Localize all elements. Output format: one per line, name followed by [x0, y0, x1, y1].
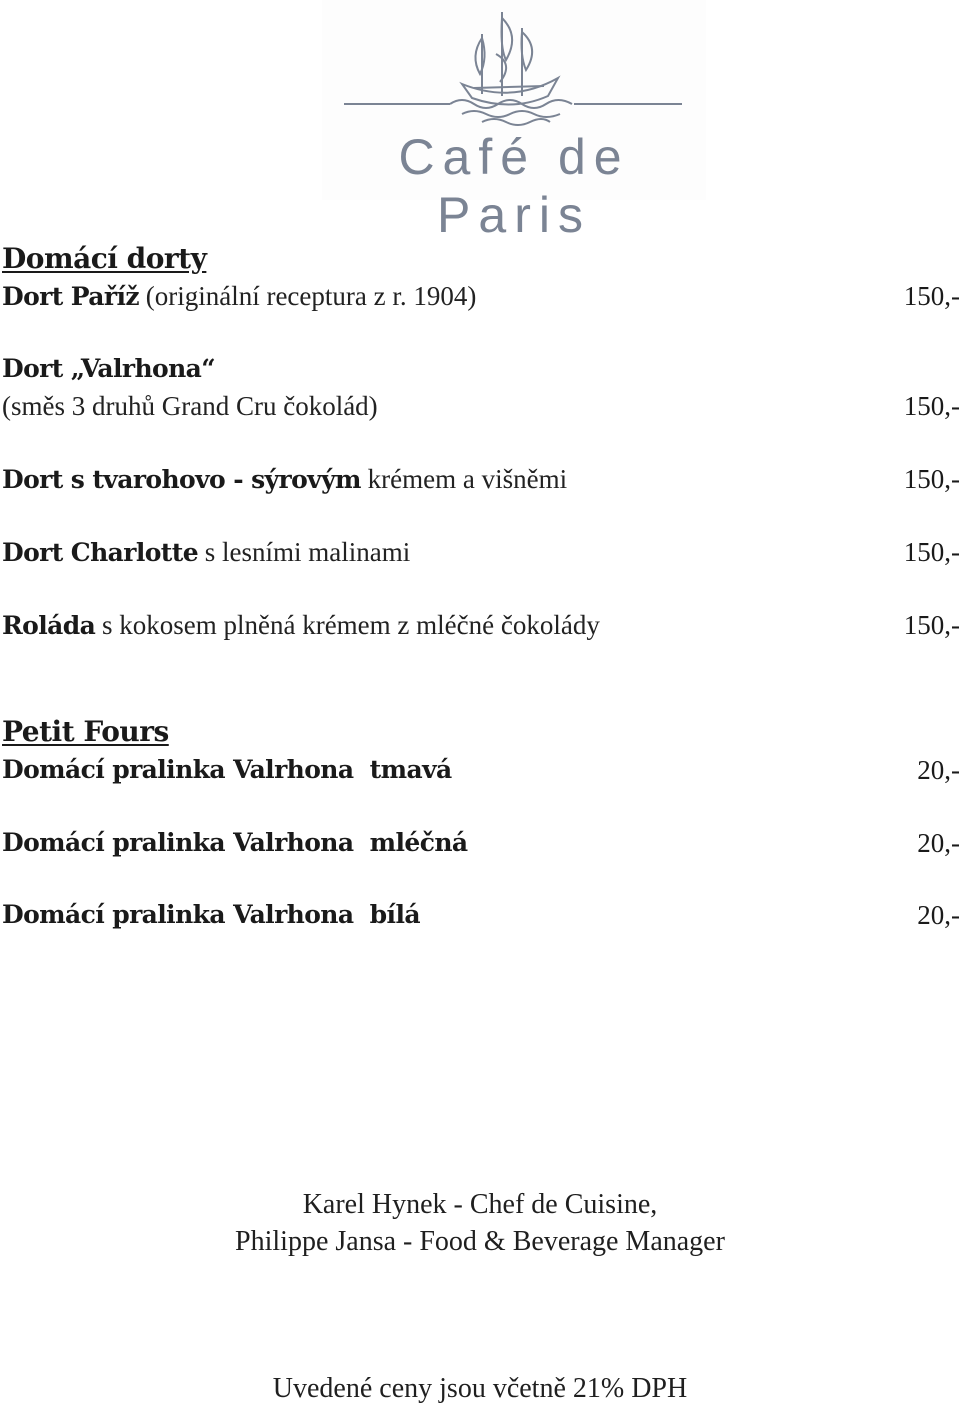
item-price: 20,-	[917, 900, 960, 930]
section-dorty-heading	[2, 242, 960, 276]
menu-item-rolada	[2, 608, 960, 642]
item-price: 150,-	[903, 610, 960, 640]
item-name-bold: Domácí pralinka Valrhona bílá	[2, 900, 420, 929]
ship-icon	[322, 0, 706, 130]
item-price: 150,-	[903, 281, 960, 311]
menu-item-pralinka-bila	[2, 898, 960, 932]
menu-item-pralinka-tmava	[2, 753, 960, 787]
item-description: (originální receptura z r. 1904)	[138, 281, 477, 311]
logo-wordmark: Café de Paris	[398, 129, 630, 243]
item-name-bold: Dort „Valrhona“	[2, 354, 216, 383]
item-name-bold: Dort Paříž	[2, 282, 139, 311]
item-price: 150,-	[903, 391, 960, 421]
cafe-de-paris-logo	[322, 0, 706, 243]
menu-item-dort-valrhona-desc	[2, 389, 960, 423]
item-name-bold: Domácí pralinka Valrhona tmavá	[2, 755, 452, 784]
menu-item-pralinka-mlecna	[2, 826, 960, 860]
item-price: 20,-	[917, 828, 960, 858]
item-description: s lesními malinami	[198, 537, 411, 567]
item-price: 150,-	[903, 464, 960, 494]
menu-item-dort-pariz	[2, 279, 960, 313]
item-name-bold: Dort s tvarohovo - sýrovým	[2, 465, 361, 494]
item-description: (směs 3 druhů Grand Cru čokolád)	[2, 391, 378, 421]
section-petit-fours-heading	[2, 715, 960, 749]
item-name-bold: Roláda	[2, 611, 96, 640]
menu-item-dort-charlotte	[2, 535, 960, 569]
item-name-bold: Dort Charlotte	[2, 538, 198, 567]
item-description: krémem a višněmi	[360, 464, 568, 494]
section-heading: Domácí dorty	[2, 242, 207, 275]
menu-item-dort-tvarohovo	[2, 462, 960, 496]
item-name-bold: Domácí pralinka Valrhona mléčná	[2, 828, 468, 857]
menu-item-dort-valrhona	[2, 352, 960, 386]
manager-credit: Philippe Jansa - Food & Beverage Manager	[235, 1226, 725, 1257]
chef-credit: Karel Hynek - Chef de Cuisine,	[302, 1189, 658, 1220]
item-description: s kokosem plněná krémem z mléčné čokolády	[95, 610, 600, 640]
staff-credits	[0, 1186, 960, 1260]
item-price: 150,-	[903, 537, 960, 567]
item-price: 20,-	[917, 755, 960, 785]
vat-note: Uvedené ceny jsou včetně 21% DPH	[272, 1373, 688, 1404]
section-heading: Petit Fours	[2, 715, 169, 748]
